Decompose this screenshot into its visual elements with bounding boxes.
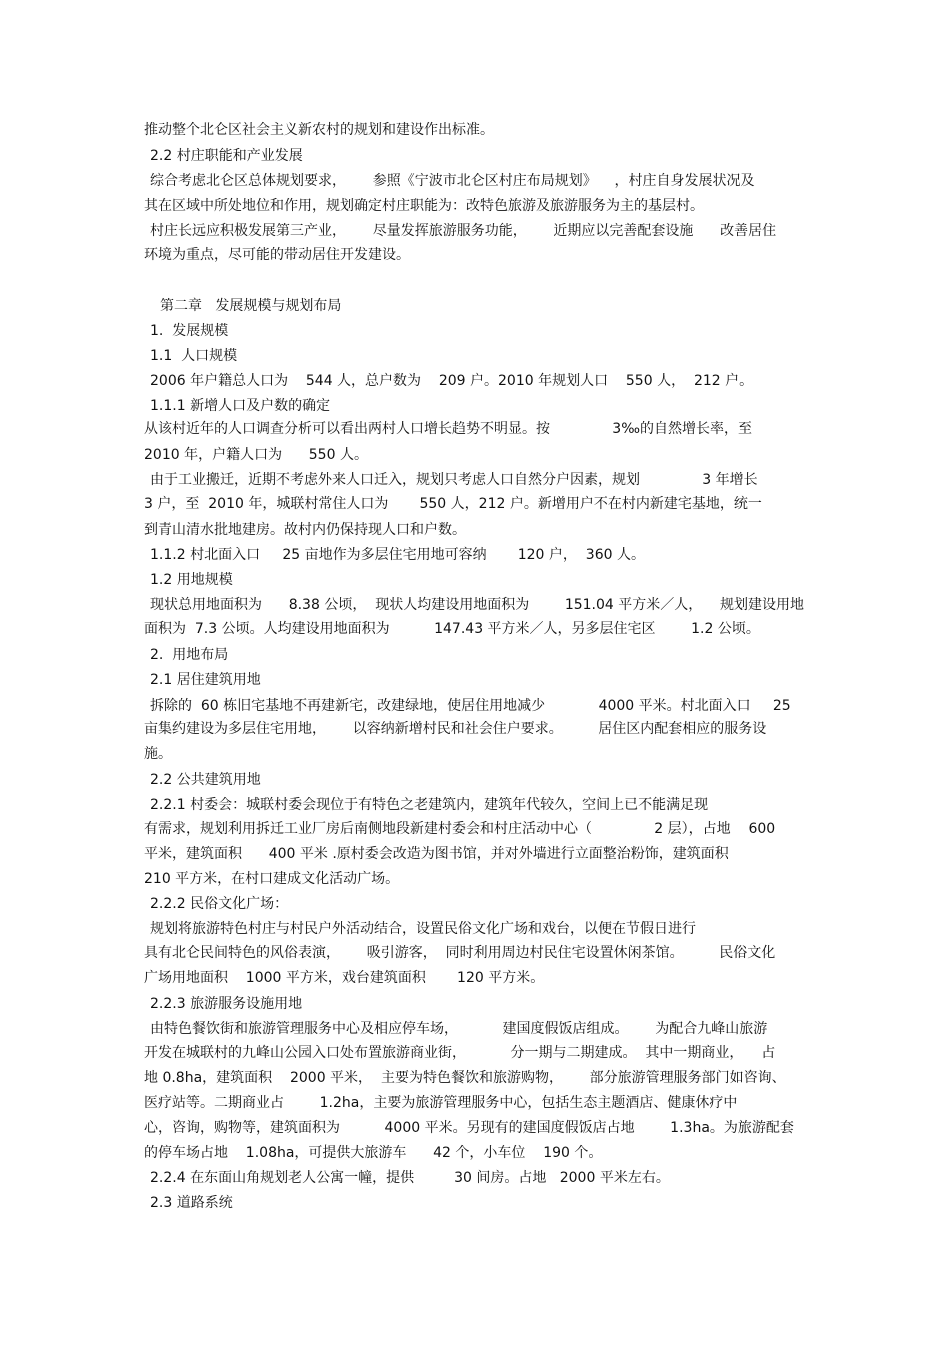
- section-heading: 1.1.1 新增人口及户数的确定: [150, 398, 331, 414]
- text-line: 3 户，至 2010 年，城联村常住人口为 550 人，212 户。新增用户不在村内新建宅基地，统一: [144, 496, 762, 512]
- text-line: 综合考虑北仑区总体规划要求， 参照《宁波市北仑区村庄布局规划》 ，村庄自身发展状况及: [150, 173, 755, 189]
- text-line: 现状总用地面积为 8.38 公顷， 现状人均建设用地面积为 151.04 平方米／人， 规划建设用地: [150, 597, 805, 613]
- section-heading: 1.1 人口规模: [150, 348, 238, 364]
- text-line: 2006 年户籍总人口为 544 人，总户数为 209 户。2010 年规划人口 550 人， 212 户。: [150, 373, 754, 389]
- text-line: 从该村近年的人口调查分析可以看出两村人口增长趋势不明显。按 3‰的自然增长率，至: [144, 421, 752, 437]
- text-line: 到青山清水批地建房。故村内仍保持现人口和户数。: [144, 522, 466, 538]
- text-line: 2.2.4 在东面山角规划老人公寓一幢，提供 30 间房。占地 2000 平米左右。: [150, 1170, 670, 1186]
- text-line: 2.2.1 村委会：城联村委会现位于有特色之老建筑内，建筑年代较久，空间上已不能满足现: [150, 797, 709, 813]
- chapter-heading: 第二章 发展规模与规划布局: [160, 298, 342, 314]
- section-heading: 2. 用地布局: [150, 647, 229, 663]
- section-heading: 2.2.3 旅游服务设施用地: [150, 996, 303, 1012]
- text-line: 地 0.8ha，建筑面积 2000 平米， 主要为特色餐饮和旅游购物， 部分旅游管理服务部门如咨询、: [144, 1070, 786, 1086]
- section-heading: 2.3 道路系统: [150, 1195, 233, 1211]
- text-line: 面积为 7.3 公顷。人均建设用地面积为 147.43 平方米／人，另多层住宅区 1.2 公顷。: [144, 621, 760, 637]
- text-line: 广场用地面积 1000 平方米，戏台建筑面积 120 平方米。: [144, 970, 545, 986]
- text-line: 平米，建筑面积 400 平米 .原村委会改造为图书馆，并对外墙进行立面整治粉饰，建筑面积: [144, 846, 729, 862]
- text-line: 有需求，规划利用拆迁工业厂房后南侧地段新建村委会和村庄活动中心（ 2 层），占地 600: [144, 821, 776, 837]
- text-line: 环境为重点，尽可能的带动居住开发建设。: [144, 247, 410, 263]
- section-heading: 2.2 村庄职能和产业发展: [150, 148, 303, 164]
- text-line: 1.1.2 村北面入口 25 亩地作为多层住宅用地可容纳 120 户， 360 人。: [150, 547, 645, 563]
- text-line: 由于工业搬迁，近期不考虑外来人口迁入，规划只考虑人口自然分户因素，规划 3 年增长: [150, 472, 758, 488]
- section-heading: 1. 发展规模: [150, 323, 229, 339]
- text-line: 其在区域中所处地位和作用，规划确定村庄职能为：改特色旅游及旅游服务为主的基层村。: [144, 198, 704, 214]
- section-heading: 2.2 公共建筑用地: [150, 772, 261, 788]
- text-line: 的停车场占地 1.08ha，可提供大旅游车 42 个，小车位 190 个。: [144, 1145, 603, 1161]
- text-line: 210 平方米，在村口建成文化活动广场。: [144, 871, 400, 887]
- text-line: 拆除的 60 栋旧宅基地不再建新宅，改建绿地，使居住用地减少 4000 平米。村北面入口 25: [150, 698, 791, 714]
- text-line: 2010 年，户籍人口为 550 人。: [144, 447, 368, 463]
- section-heading: 2.1 居住建筑用地: [150, 672, 261, 688]
- text-line: 村庄长远应积极发展第三产业， 尽量发挥旅游服务功能， 近期应以完善配套设施 改善居住: [150, 223, 777, 239]
- text-line: 由特色餐饮街和旅游管理服务中心及相应停车场， 建国度假饭店组成。 为配合九峰山旅游: [150, 1021, 768, 1037]
- text-line: 施。: [144, 746, 172, 762]
- text-line: 推动整个北仑区社会主义新农村的规划和建设作出标准。: [144, 122, 494, 138]
- text-line: 亩集约建设为多层住宅用地， 以容纳新增村民和社会住户要求。 居住区内配套相应的服务设: [144, 721, 767, 737]
- text-line: 开发在城联村的九峰山公园入口处布置旅游商业街， 分一期与二期建成。 其中一期商业， 占: [144, 1045, 776, 1061]
- text-line: 医疗站等。二期商业占 1.2ha，主要为旅游管理服务中心，包括生态主题酒店、健康休疗中: [144, 1095, 738, 1111]
- text-line: 规划将旅游特色村庄与村民户外活动结合，设置民俗文化广场和戏台，以便在节假日进行: [150, 921, 696, 937]
- text-line: 心，咨询，购物等，建筑面积为 4000 平米。另现有的建国度假饭店占地 1.3ha。为旅游配套: [144, 1120, 794, 1136]
- text-line: 具有北仑民间特色的风俗表演， 吸引游客， 同时利用周边村民住宅设置休闲茶馆。 民俗文化: [144, 945, 776, 961]
- section-heading: 2.2.2 民俗文化广场：: [150, 896, 289, 912]
- section-heading: 1.2 用地规模: [150, 572, 233, 588]
